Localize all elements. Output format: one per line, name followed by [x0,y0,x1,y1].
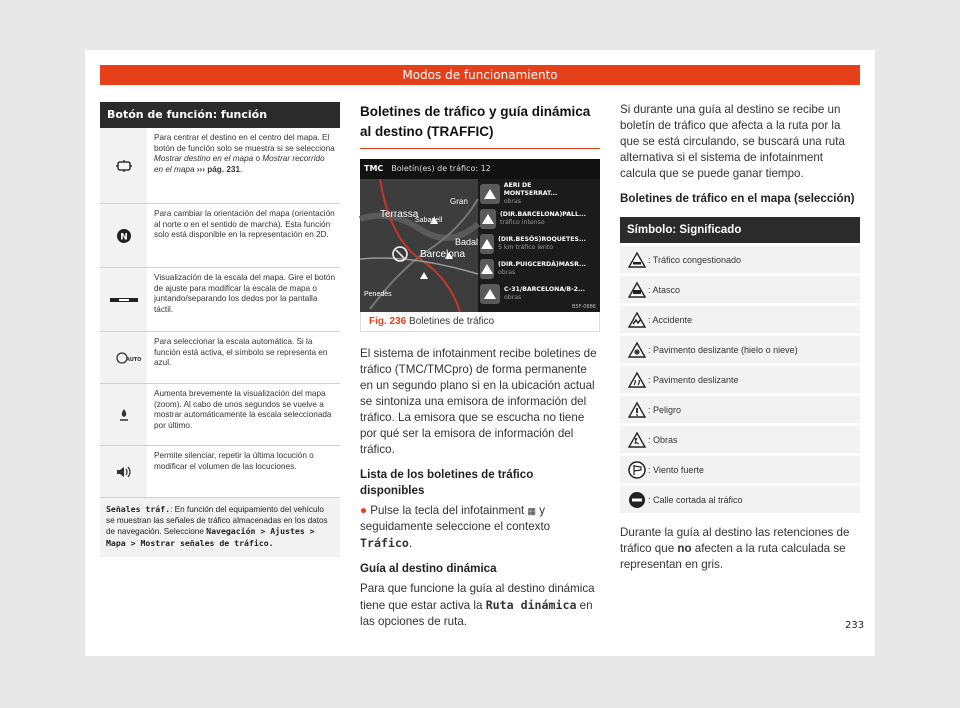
roadworks-icon [480,184,500,204]
infotainment-screenshot [360,159,600,312]
bullet-paragraph: ● Pulse la tecla del infotainment ▦ y seguidamente seleccione el contexto Tráfico. [360,504,551,550]
slippery-road-icon [628,372,646,388]
subheading: Guía al destino dinámica [360,562,497,575]
speaker-icon [100,446,148,497]
section-title: Boletines de tráfico y guía dinámica al destino (TRAFFIC) [360,102,600,149]
menu-key-icon: ▦ [527,506,537,516]
map-label: Penedès [364,291,392,298]
table-row [100,268,340,332]
symbol-row: : Calle cortada al tráfico [620,486,860,513]
auto-scale-icon [100,332,148,383]
traffic-section [360,102,600,630]
strong-wind-icon [628,461,646,479]
traffic-map-section [620,102,860,573]
row-text: Aumenta brevemente la visualización del mapa (zoom). Al cabo de unos segundos se vuelve a mostrar automáticamente la escala seleccionada por último. [154,389,332,430]
center-map-icon [100,128,148,203]
page-number: 233 [845,620,865,631]
danger-icon [628,402,646,418]
screen-header: TMC Boletín(es) de tráfico: 12 [360,159,600,179]
list-item[interactable]: (DIR.BESÓS)ROQUETES... 5 km tráfico lento [480,233,586,255]
figure-code: B5F-0886 [571,304,596,310]
symbol-row: : Peligro [620,396,860,423]
function-button-table [100,102,340,557]
bullet-icon: ● [360,504,368,517]
traffic-icon [480,234,494,254]
map-label: Sabadell [415,217,443,224]
table-footer: Señales tráf.: En función del equipamiento del vehículo se muestran las señales de tráfico almacenadas en los datos de navegación. Seleccione Navegación > Ajustes > Mapa > Mostrar señales de tráfico. [100,498,340,557]
paragraph: Si durante una guía al destino se recibe un boletín de tráfico que afecta a la ruta por la que se está circulando, se buscará una ruta alternativa si el sistema de infotainment calcula que se puede ganar tiempo. [620,103,845,180]
map-label: Badal [455,237,479,247]
subheading: Boletines de tráfico en el mapa (selección) [620,192,855,205]
table-heading: Botón de función: función [100,102,340,128]
list-item[interactable]: (DIR.PUIGCERDÀ)MASR... obras [480,258,586,280]
paragraph: Para que funcione la guía al destino dinámica tiene que estar activa la Ruta dinámica en las opciones de ruta. [360,582,595,628]
map-view [360,179,478,312]
symbol-row: : Pavimento deslizante [620,366,860,393]
symbol-row: : Accidente [620,306,860,333]
symbol-table-heading: Símbolo: Significado [620,217,860,243]
table-row [100,204,340,268]
road-closed-icon [628,491,646,509]
section-header: Modos de funcionamiento [100,65,860,85]
row-text: Para cambiar la orientación del mapa (orientación al norte o en el sentido de marcha). Esta función solo está disponible en la representación en 2D. [154,209,335,239]
svg-text:AUTO: AUTO [125,356,141,363]
paragraph: El sistema de infotainment recibe boletines de tráfico (TMC/TMCpro) de forma permanente en un segundo plano si en la ubicación actual se sintoniza una emisora de información del tráfico. La emisora que se escucha no tiene por qué ser la emisora de información del tráfico. [360,347,597,456]
table-row [100,332,340,384]
list-item[interactable]: AERI DE MONTSERRAT... obras [480,183,586,205]
svg-text:N: N [119,232,128,242]
table-row [100,128,340,204]
figure-caption: Fig. 236 Boletines de tráfico [360,312,600,332]
map-label: Terrassa [380,209,419,220]
roadworks-icon [480,259,494,279]
traffic-icon [480,209,496,229]
map-label: Gran [450,197,468,206]
symbol-row: : Tráfico congestionado [620,246,860,273]
roadworks-icon [480,284,500,304]
list-item[interactable]: C-31/BARCELONA/B-2... obras [480,283,586,305]
traffic-congestion-icon [628,252,646,268]
row-text: Permite silenciar, repetir la última locución o modificar el volumen de las locuciones. [154,451,314,471]
subheading: Lista de los boletines de tráfico disponibles [360,468,534,497]
compass-north-icon [100,204,148,267]
symbol-row: : Obras [620,426,860,453]
slippery-ice-icon [628,342,646,358]
symbol-row: : Pavimento deslizante (hielo o nieve) [620,336,860,363]
paragraph: Durante la guía al destino las retenciones de tráfico que no afecten a la ruta calculada se representan en gris. [620,526,850,571]
zoom-pin-icon [100,384,148,445]
scale-bar-icon [100,268,148,331]
table-row [100,384,340,446]
list-item[interactable]: (DIR.BARCELONA)PALL... tráfico intenso [480,208,586,230]
roadworks-icon [628,432,646,448]
traffic-message-list [480,183,586,308]
row-text: Para seleccionar la escala automática. Si la función está activa, el símbolo se representa en azul. [154,337,328,367]
row-text: Visualización de la escala del mapa. Gire el botón de ajuste para modificar la escala de mapa o juntando/separando los dedos por la pantalla táctil. [154,273,335,314]
symbol-row: : Viento fuerte [620,456,860,483]
table-row [100,446,340,498]
symbol-row: : Atasco [620,276,860,303]
map-label: Barcelona [420,249,466,260]
accident-icon [628,312,646,328]
traffic-jam-icon [628,282,646,298]
row-text: Para centrar el destino en el centro del mapa. El botón de función solo se muestra si se selecciona Mostrar destino en el mapa o Mostrar recorrido en el mapa ››› pág. 231. [154,133,335,174]
